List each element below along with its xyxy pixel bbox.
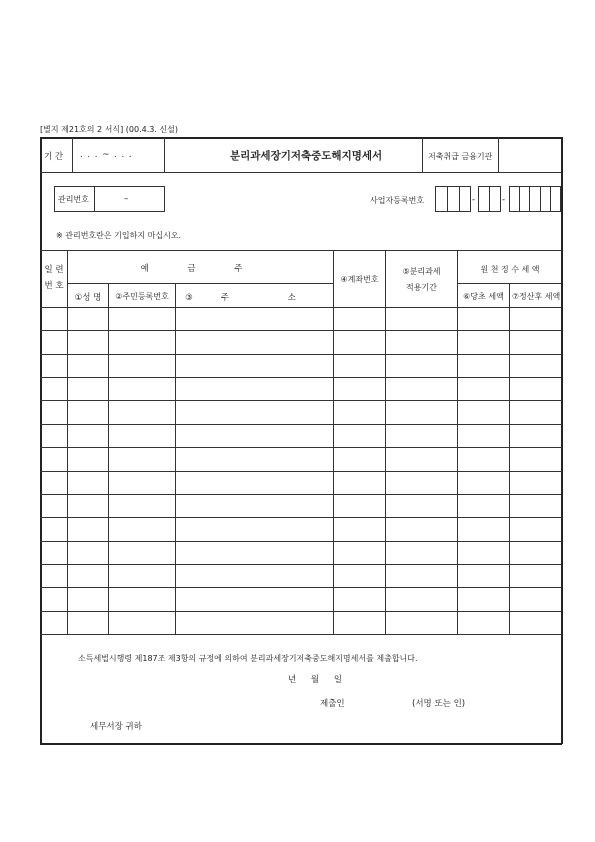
table-row-divider bbox=[40, 424, 562, 425]
mgmt-no-value[interactable]: – bbox=[124, 194, 129, 204]
footer-addressee: 세무서장 귀하 bbox=[90, 722, 142, 732]
footer-signature[interactable]: (서명 또는 인) bbox=[412, 699, 466, 709]
period-value: . . . ~ . . . bbox=[80, 150, 133, 160]
col-serial-header: 일 련 번 호 bbox=[44, 265, 64, 291]
outer-right-border bbox=[561, 137, 563, 744]
form-reference: [별지 제21호의 2 서식] (00.4.3. 신설) bbox=[40, 125, 179, 134]
table-row-divider bbox=[40, 541, 562, 542]
table-row-divider bbox=[40, 611, 562, 612]
table-row-divider bbox=[40, 587, 562, 588]
mgmt-note: ※ 관리번호란은 기입하지 마십시오. bbox=[56, 231, 182, 240]
col-withholding-header: 원 천 징 수 세 액 bbox=[480, 265, 540, 274]
col-name-header: ①성 명 bbox=[74, 293, 102, 303]
table-row-divider bbox=[40, 354, 562, 355]
table-row-divider bbox=[40, 517, 562, 518]
col-settled-tax-header: ⑦정산후 세액 bbox=[511, 292, 561, 301]
mgmt-no-label: 관리번호 bbox=[58, 195, 89, 204]
institution-label: 저축취급 금융기관 bbox=[428, 152, 493, 161]
outer-bottom-border bbox=[40, 743, 562, 745]
col-account-header: ④계좌번호 bbox=[340, 275, 379, 284]
table-row-divider bbox=[40, 494, 562, 495]
col-period-header: ⑤분리과세 적용기간 bbox=[402, 267, 441, 292]
table-top bbox=[40, 250, 562, 251]
footer-submitter: 제출인 bbox=[320, 699, 345, 709]
table-row-divider bbox=[40, 447, 562, 448]
table-row-divider bbox=[40, 400, 562, 401]
col-depositor-header: 예 금 주 bbox=[140, 264, 261, 274]
biz-reg-label: 사업자등록번호 bbox=[370, 196, 425, 205]
biz-reg-sep2: - bbox=[502, 195, 506, 205]
table-row-divider bbox=[40, 330, 562, 331]
col-original-tax-header: ⑥당초 세액 bbox=[463, 292, 504, 301]
footer-statement: 소득세법시행령 제187조 제3항의 규정에 의하여 분리과세장기저축중도해지명세서를 제출합니다. bbox=[78, 654, 418, 663]
table-row-divider bbox=[40, 377, 562, 378]
footer-date[interactable]: 년 월 일 bbox=[288, 675, 349, 685]
table-row-divider bbox=[40, 471, 562, 472]
biz-reg-sep1: - bbox=[472, 195, 476, 205]
form-title: 분리과세장기저축중도해지명세서 bbox=[230, 150, 383, 162]
biz-reg-part1[interactable] bbox=[435, 186, 471, 212]
outer-top-border bbox=[40, 137, 562, 139]
institution-field[interactable] bbox=[499, 139, 559, 171]
col-rrn-header: ②주민등록번호 bbox=[115, 292, 169, 301]
outer-left-border bbox=[40, 137, 42, 744]
table-row-divider bbox=[40, 634, 562, 635]
biz-reg-part3[interactable] bbox=[509, 186, 561, 212]
header-divider bbox=[40, 172, 562, 173]
table-header-bottom bbox=[40, 307, 562, 308]
period-label: 기 간 bbox=[44, 152, 64, 162]
col-address-header: ③주 소 bbox=[185, 293, 324, 303]
table-row-divider bbox=[40, 564, 562, 565]
